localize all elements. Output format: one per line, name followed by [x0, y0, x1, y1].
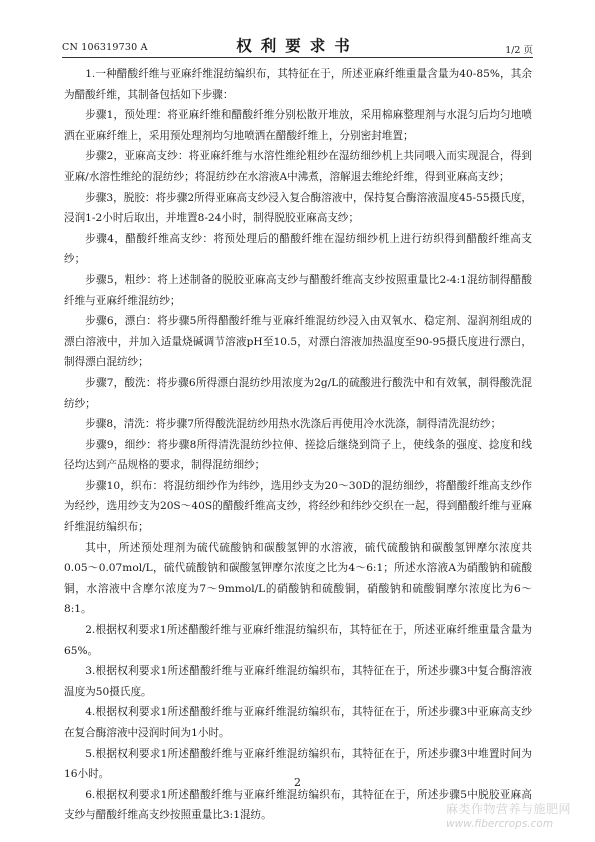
- claim-1-step-1: 步骤1，预处理：将亚麻纤维和醋酸纤维分别松散开堆放，采用棉麻整理剂与水混匀后均匀地喷洒在亚麻纤维上，采用预处理剂均匀地喷洒在醋酸纤维上，分别密封堆置；: [64, 109, 532, 142]
- claim-1-step-5: 步骤5，粗纱：将上述制备的脱胶亚麻高支纱与醋酸纤维高支纱按照重量比2-4:1混纺制得醋酸纤维与亚麻纤维混纺纱；: [64, 273, 532, 307]
- page-title: 权利要求书: [236, 36, 359, 55]
- claim-1-step-4: 步骤4，醋酸纤维高支纱：将预处理后的醋酸纤维在湿纺细纱机上进行纺织得到醋酸纤维高支纱；: [64, 232, 532, 266]
- claim-1-step-8: 步骤8，清洗：将步骤7所得酸洗混纺纱用热水洗涤后再使用冷水洗涤，制得清洗混纺纱；: [85, 418, 502, 431]
- watermark: [446, 801, 571, 831]
- claim-4: 4.根据权利要求1所述醋酸纤维与亚麻纤维混纺编织布，其特征在于，所述步骤3中亚麻高支纱在复合酶溶液中浸润时间为1小时。: [64, 706, 532, 739]
- claim-1-step-9: 步骤9，细纱：将步骤8所得清洗混纺纱拉伸、搓捻后继绕到筒子上，使线条的强度、捻度和线径均达到产品规格的要求，制得混纺细纱；: [64, 438, 532, 472]
- claim-1-intro: 1.一种醋酸纤维与亚麻纤维混纺编织布，其特征在于，所述亚麻纤维重量含量为40-85%，其余为醋酸纤维，其制备包括如下步骤：: [64, 68, 532, 101]
- claims-body: [64, 64, 532, 826]
- claim-1-step-10: 步骤10，织布：将混纺细纱作为纬纱，选用纱支为20～30D的混纺细纱，将醋酸纤维高支纱作为经纱，选用纱支为20S～40S的醋酸纤维高支纱，将经纱和纬纱交织在一起，得到醋酸纤维与亚麻纤维混纺编织布；: [64, 479, 532, 534]
- claim-6: 6.根据权利要求1所述醋酸纤维与亚麻纤维混纺编织布，其特征在于，所述步骤5中脱胶亚麻高支纱与醋酸纤维高支纱按照重量比3:1混纺。: [64, 788, 532, 822]
- claim-1-definitions: 其中，所述预处理剂为硫代硫酸钠和碳酸氢钾的水溶液，硫代硫酸钠和碳酸氢钾摩尔浓度共0.05～0.07mol/L，硫代硫酸钠和碳酸氢钾摩尔浓度之比为4～6:1；所述水溶液A为硝酸钠和硫酸铜，水溶液中含摩尔浓度为7～9mmol/L的硝酸钠和硫酸铜，硝酸钠和硫酸铜摩尔浓度比为6～8:1。: [64, 541, 532, 616]
- page-number: 2: [294, 776, 301, 789]
- header-divider: [62, 57, 533, 58]
- watermark-site-name: 麻类作物营养与施肥网: [445, 802, 571, 816]
- claim-1-step-6: 步骤6，漂白：将步骤5所得醋酸纤维与亚麻纤维混纺纱浸入由双氧水、稳定剂、湿润剂组成的漂白溶液中，并加入适量烧碱调节溶液pH至10.5，对漂白溶液加热温度至90-95摄氏度进行漂白，制得漂白混纺纱；: [64, 315, 532, 369]
- watermark-url: www.fibercrops.com: [445, 818, 554, 830]
- claim-1-step-3: 步骤3，脱胶：将步骤2所得亚麻高支纱浸入复合酶溶液中，保持复合酶溶液温度45-55摄氏度，浸润1-2小时后取出，并堆置8-24小时，制得脱胶亚麻高支纱；: [64, 191, 532, 225]
- claim-2: 2.根据权利要求1所述醋酸纤维与亚麻纤维混纺编织布，其特征在于，所述亚麻纤维重量含量为65%。: [64, 624, 532, 657]
- claim-1-step-7: 步骤7，酸洗：将步骤6所得漂白混纺纱用浓度为2g/L的硫酸进行酸洗中和有效氧，制得酸洗混纺纱；: [64, 376, 532, 410]
- claim-1-step-2: 步骤2，亚麻高支纱：将亚麻纤维与水溶性维纶粗纱在湿纺细纱机上共同喂入而实现混合，得到亚麻/水溶性维纶的混纺纱；将混纺纱在水溶液A中沸煮，溶解退去维纶纤维，得到亚麻高支纱；: [64, 150, 532, 183]
- claim-3: 3.根据权利要求1所述醋酸纤维与亚麻纤维混纺编织布，其特征在于，所述步骤3中复合酶溶液温度为50摄氏度。: [64, 665, 532, 698]
- patent-number: CN 106319730 A: [62, 42, 148, 53]
- claim-5: 5.根据权利要求1所述醋酸纤维与亚麻纤维混纺编织布，其特征在于，所述步骤3中堆置时间为16小时。: [64, 747, 532, 781]
- page-indicator: 1/2 页: [505, 45, 533, 56]
